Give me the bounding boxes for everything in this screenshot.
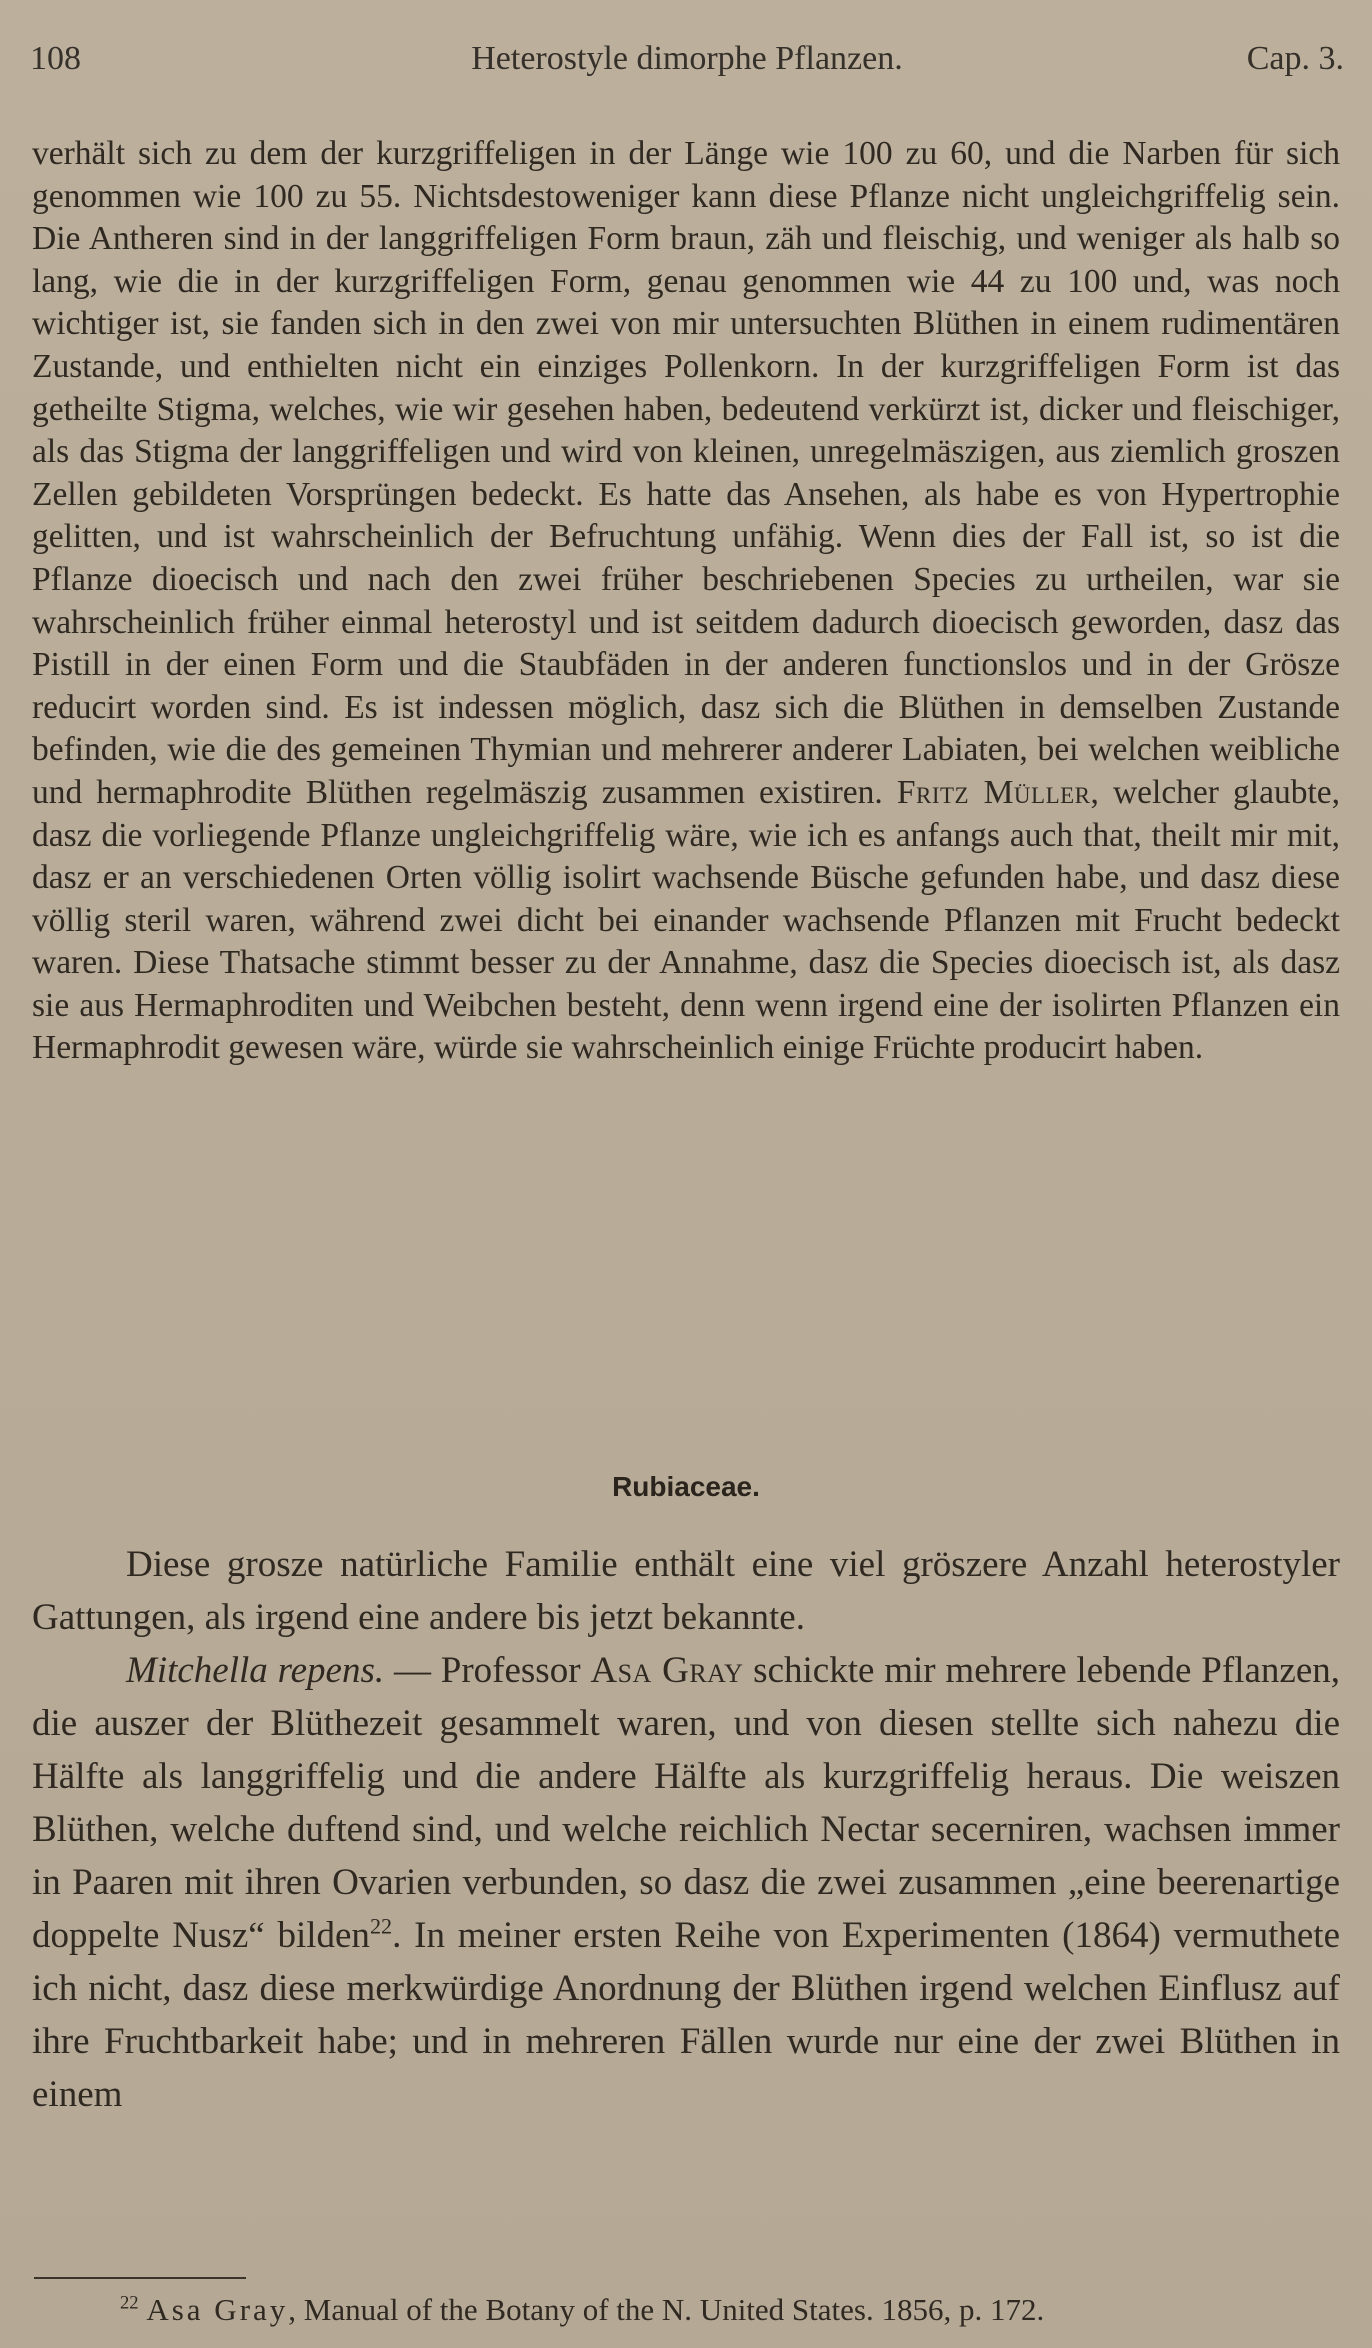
section-heading: Rubiaceae. [612, 1471, 760, 1502]
paragraph-text: . In meiner ersten Reihe von Experimenten (1864) vermuthete ich nicht, dasz diese merkwürdige Anordnung der Blüthen irgend welchen Einflusz auf ihre Fruchtbarkeit habe; und in mehreren Fällen wurde nur eine der zwei Blüthen in einem [32, 1915, 1340, 2115]
page-number: 108 [30, 40, 81, 77]
footnote-author: Asa Gray [146, 2292, 289, 2327]
paragraph-text: , welcher glaubte, dasz die vorliegende Pflanze ungleichgriffelig wäre, wie ich es anfangs auch that, theilt mir mit, dasz er an verschiedenen Orten völlig isolirt wachsende Büsche gefunden habe, und dasz diese völlig steril waren, während zwei dicht bei einander wachsende Pflanzen mit Frucht bedeckt waren. Diese Thatsache stimmt besser zu der Annahme, dasz die Species dioecisch ist, als dasz sie aus Hermaphroditen und Weibchen besteht, denn wenn irgend eine der isolirten Pflanzen ein Hermaphrodit gewesen wäre, würde sie wahrscheinlich einige Früchte producirt haben. [32, 773, 1340, 1067]
footnote-reference: 22 [369, 1913, 393, 1939]
chapter-label: Cap. 3. [1246, 40, 1344, 77]
paragraph-text: schickte mir mehrere lebende Pflanzen, die auszer der Blüthezeit gesammelt waren, und von diesen stellte sich nahezu die Hälfte als langgriffelig und die andere Hälfte als kurzgriffelig heraus. Die weiszen Blüthen, welche duftend sind, und welche reichlich Nectar secerniren, wachsen immer in Paaren mit ihren Ovarien verbunden, so dasz die zwei zusammen „eine beerenartige doppelte Nusz“ bilden [32, 1650, 1340, 1956]
page-header [30, 40, 1344, 90]
paragraph-mitchella [32, 1644, 1340, 2121]
running-title: Heterostyle dimorphe Pflanzen. [471, 40, 903, 77]
footnote-divider [34, 2277, 246, 2279]
footnote-number: 22 [120, 2292, 139, 2314]
paragraph-text: verhält sich zu dem der kurzgriffeligen in der Länge wie 100 zu 60, und die Narben für sich genommen wie 100 zu 55. Nichtsdestoweniger kann diese Pflanze nicht ungleichgriffelig sein. Die Antheren sind in der langgriffeligen Form braun, zäh und fleischig, und weniger als halb so lang, wie die in der kurzgriffeligen Form, genau genommen wie 44 zu 100 und, was noch wichtiger ist, sie fanden sich in den zwei von mir untersuchten Blüthen in einem rudimentären Zustande, und enthielten nicht ein einziges Pollenkorn. In der kurzgriffeligen Form ist das getheilte Stigma, welches, wie wir gesehen haben, bedeutend verkürzt ist, dicker und fleischiger, als das Stigma der langgriffeligen und wird von kleinen, unregelmäszigen, aus ziemlich groszen Zellen gebildeten Vorsprüngen bedeckt. Es hatte das Ansehen, als habe es von Hypertrophie gelitten, und ist wahrscheinlich der Befruchtung unfähig. Wenn dies der Fall ist, so ist die Pflanze dioecisch und nach den zwei früher beschriebenen Species zu urtheilen, war sie wahrscheinlich früher einmal heterostyl und ist seitdem dadurch dioecisch geworden, dasz das Pistill in der einen Form und die Staubfäden in der anderen functionslos und in der Grösze reducirt worden sind. Es ist indessen möglich, dasz sich die Blüthen in demselben Zustande befinden, wie die des gemeinen Thymian und mehrerer anderer Labiaten, bei welchen weibliche und hermaphrodite Blüthen regelmäszig zusammen existiren. [32, 135, 1340, 811]
body-text-top [32, 133, 1340, 1070]
paragraph-text: — Professor [384, 1650, 591, 1691]
species-name: Mitchella repens. [126, 1650, 385, 1691]
paragraph-intro: Diese grosze natürliche Familie enthält eine viel gröszere Anzahl heterostyler Gattungen, als irgend eine andere bis jetzt bekannte. [32, 1544, 1340, 1638]
paragraph-continued [32, 133, 1340, 1070]
footnote [120, 2290, 1340, 2330]
body-text-bottom [32, 1538, 1340, 2121]
author-name: Fritz Müller [896, 773, 1091, 811]
footnote-text: , Manual of the Botany of the N. United States. 1856, p. 172. [288, 2292, 1045, 2327]
person-name: Asa Gray [590, 1650, 744, 1691]
